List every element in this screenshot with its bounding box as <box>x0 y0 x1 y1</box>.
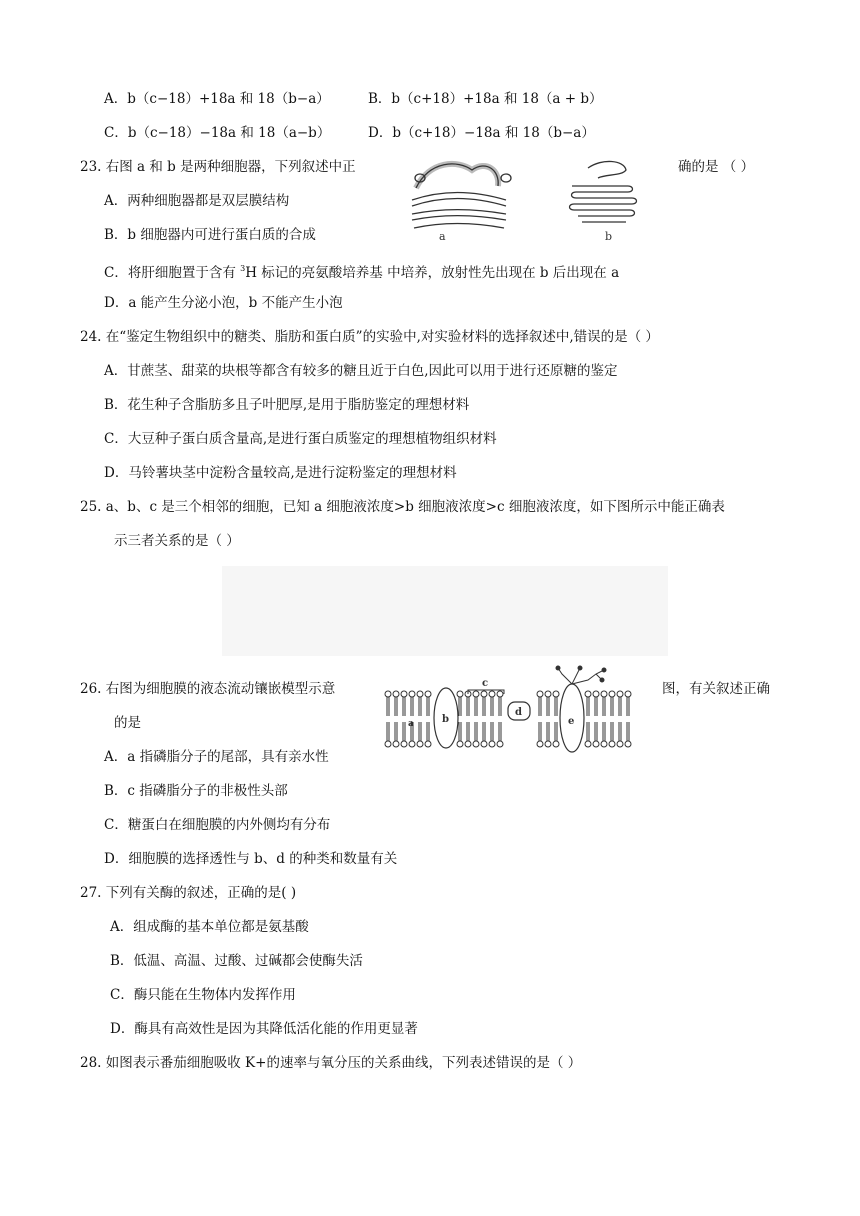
membrane-label-a: a <box>408 719 414 729</box>
q27-option-c: C．酶只能在生物体内发挥作用 <box>110 987 296 1003</box>
q27-stem: 27. 下列有关酶的叙述，正确的是( ) <box>80 885 297 901</box>
q24-option-c: C．大豆种子蛋白质含量高,是进行蛋白质鉴定的理想植物组织材料 <box>104 431 497 447</box>
phospholipid-bilayer-icon <box>385 691 631 747</box>
q23-option-a: A．两种细胞器都是双层膜结构 <box>104 193 290 209</box>
q22-option-c: C．b（c−18）−18a 和 18（a−b） <box>104 125 331 141</box>
q25-stem-line1: 25. a、b、c 是三个相邻的细胞，已知 a 细胞液浓度>b 细胞液浓度>c 细胞液浓度，如下图所示中能正确表 <box>80 499 725 515</box>
q24-option-d: D．马铃薯块茎中淀粉含量较高,是进行淀粉鉴定的理想材料 <box>104 465 457 481</box>
q25-stem-line2: 示三者关系的是（ ） <box>114 533 240 549</box>
q27-option-b: B．低温、高温、过酸、过碱都会使酶失活 <box>110 953 363 969</box>
q24-option-a: A．甘蔗茎、甜菜的块根等都含有较多的糖且近于白色,因此可以用于进行还原糖的鉴定 <box>104 363 618 379</box>
q26-option-b: B．c 指磷脂分子的非极性头部 <box>104 783 288 799</box>
q28-stem: 28. 如图表示番茄细胞吸收 K+的速率与氧分压的关系曲线，下列表述错误的是（ ） <box>80 1055 582 1071</box>
q23-option-d: D．a 能产生分泌小泡，b 不能产生小泡 <box>104 295 343 311</box>
glycocalyx-icon <box>556 666 606 684</box>
membrane-label-d: d <box>515 707 522 718</box>
membrane-label-e: e <box>568 716 575 727</box>
organelle-b-er-icon <box>570 161 637 222</box>
q23-option-c: C．将肝细胞置于含有 $^3$H 标记的亮氨酸培养基 中培养，放射性先出现在 b 后出现在 a <box>104 264 620 281</box>
organelle-figure <box>402 156 652 248</box>
organelle-label-a: a <box>439 230 446 243</box>
q27-option-a: A．组成酶的基本单位都是氨基酸 <box>110 919 309 935</box>
membrane-label-b: b <box>442 714 449 725</box>
cell-membrane-figure <box>382 664 642 756</box>
q26-stem-line2: 的是 <box>114 715 141 731</box>
q26-stem-right: 图，有关叙述正确 <box>662 681 770 697</box>
q24-option-b: B．花生种子含脂肪多且子叶肥厚,是用于脂肪鉴定的理想材料 <box>104 397 470 413</box>
organelle-a-golgi-icon <box>412 164 511 228</box>
q23-option-b: B．b 细胞器内可进行蛋白质的合成 <box>104 227 316 243</box>
q23-stem-left: 23. 右图 a 和 b 是两种细胞器，下列叙述中正 <box>80 159 356 175</box>
q26-option-d: D．细胞膜的选择透性与 b、d 的种类和数量有关 <box>104 851 398 867</box>
q22-option-d: D．b（c+18）−18a 和 18（b−a） <box>368 125 595 141</box>
q22-option-a: A．b（c−18）+18a 和 18（b−a） <box>104 91 330 107</box>
q23-stem-right: 确的是 （ ） <box>678 159 755 175</box>
q24-stem: 24. 在“鉴定生物组织中的糖类、脂肪和蛋白质”的实验中,对实验材料的选择叙述中,错误的是（ ） <box>80 329 659 345</box>
q22-option-b: B．b（c+18）+18a 和 18（a + b） <box>368 91 603 107</box>
q26-option-a: A．a 指磷脂分子的尾部，具有亲水性 <box>104 749 329 765</box>
organelle-label-b: b <box>605 230 613 243</box>
q27-option-d: D．酶具有高效性是因为其降低活化能的作用更显著 <box>110 1021 418 1037</box>
q25-figure-placeholder <box>222 566 668 656</box>
membrane-label-c: c <box>482 678 489 689</box>
q26-stem-left: 26. 右图为细胞膜的液态流动镶嵌模型示意 <box>80 681 336 697</box>
q26-option-c: C．糖蛋白在细胞膜的内外侧均有分布 <box>104 817 331 833</box>
